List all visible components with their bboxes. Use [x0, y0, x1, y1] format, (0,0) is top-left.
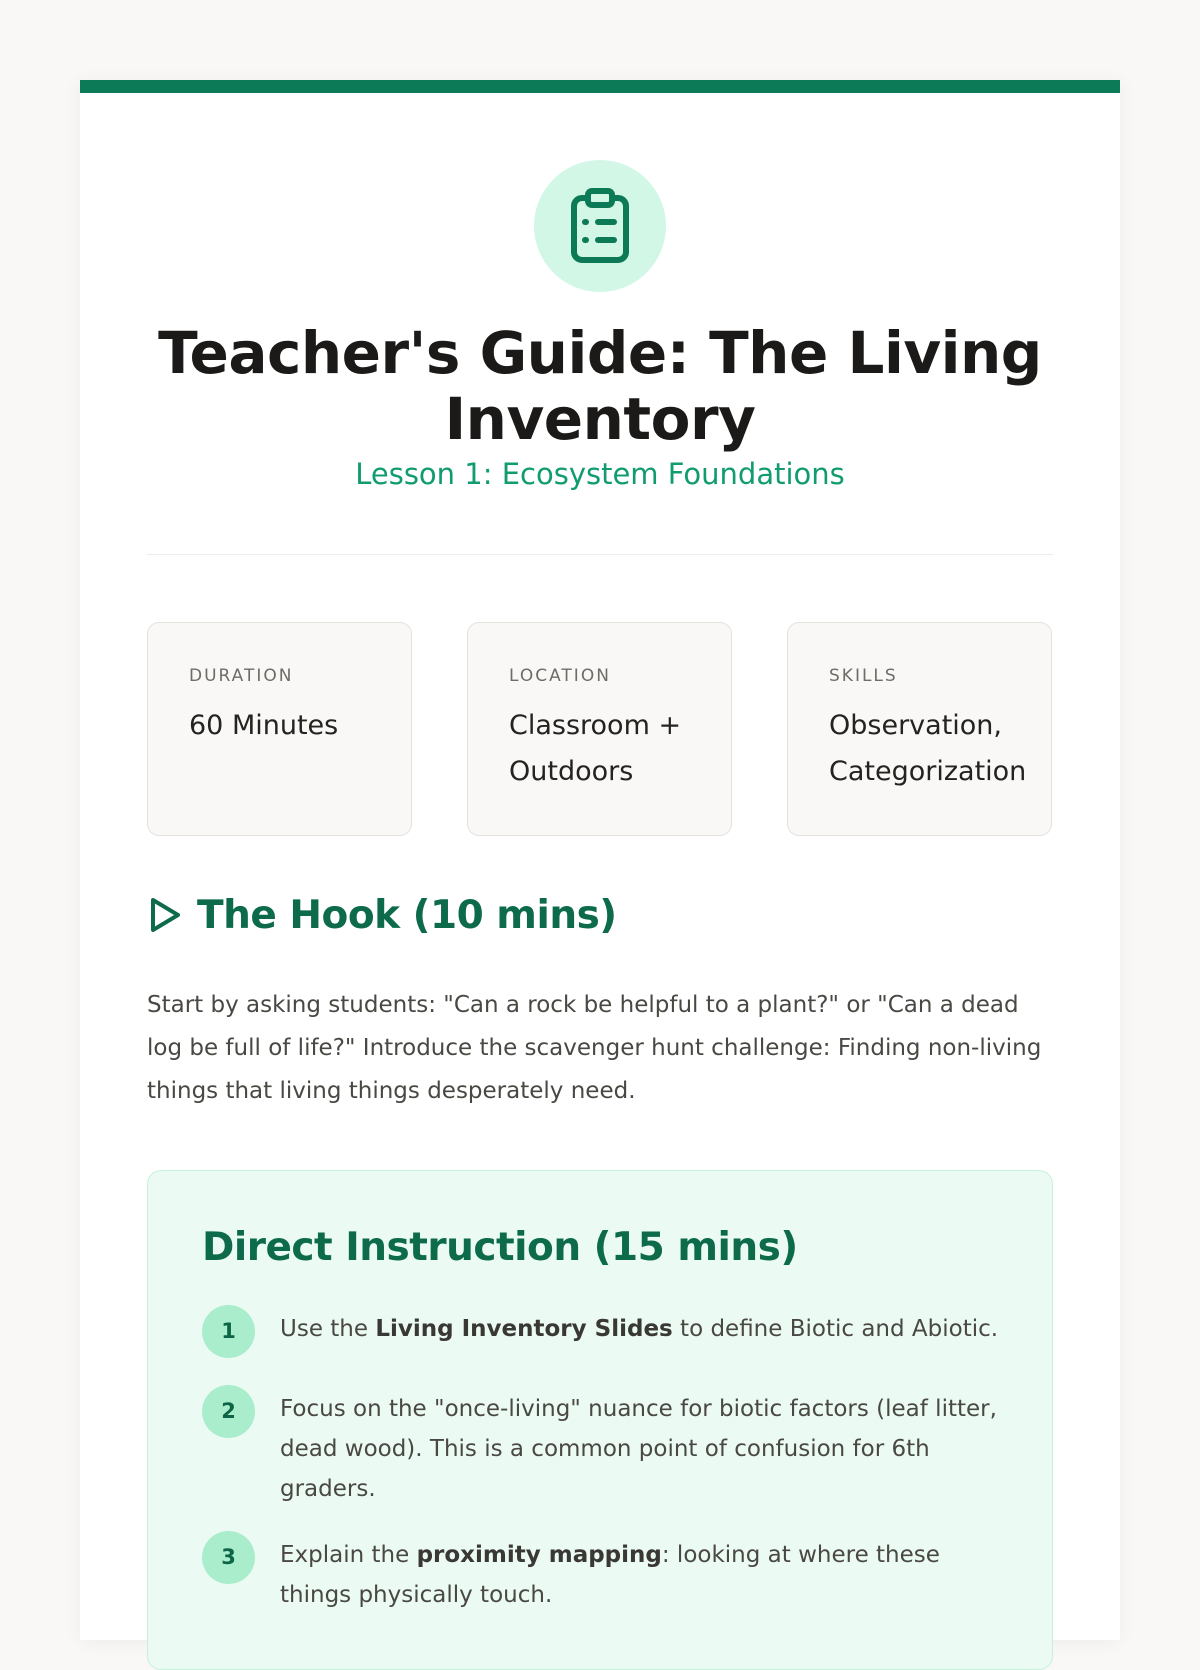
- step-number-badge: 2: [202, 1385, 255, 1438]
- divider: [147, 554, 1053, 555]
- meta-value: Classroom + Outdoors: [509, 710, 682, 787]
- section-title: The Hook (10 mins): [197, 892, 617, 938]
- meta-label: DURATION: [189, 666, 294, 686]
- section-title: Direct Instruction (15 mins): [202, 1225, 798, 1270]
- play-icon: [147, 895, 183, 935]
- page-title: Teacher's Guide: The Living Inventory: [158, 319, 1042, 453]
- meta-card-skills: [787, 622, 1052, 836]
- page-subtitle: Lesson 1: Ecosystem Foundations: [355, 457, 845, 491]
- step-text: Explain the proximity mapping: looking at where these things physically touch.: [280, 1542, 940, 1608]
- clipboard-list-icon: [534, 160, 666, 292]
- meta-value: Observation, Categorization: [829, 710, 1027, 787]
- accent-bar: [80, 80, 1120, 93]
- step-number-badge: 1: [202, 1305, 255, 1358]
- meta-value: 60 Minutes: [189, 710, 339, 741]
- lesson-card: [80, 80, 1120, 1640]
- meta-card-location: [467, 622, 732, 836]
- step-number-badge: 3: [202, 1531, 255, 1584]
- step-text: Use the Living Inventory Slides to define Biotic and Abiotic.: [280, 1316, 999, 1342]
- hook-heading: [147, 890, 617, 940]
- step-text: Focus on the "once-living" nuance for biotic factors (leaf litter, dead wood). This is a common point of confusion for 6th graders.: [280, 1396, 997, 1502]
- meta-card-duration: [147, 622, 412, 836]
- meta-label: SKILLS: [829, 666, 898, 686]
- hook-paragraph: Start by asking students: "Can a rock be helpful to a plant?" or "Can a dead log be full of life?" Introduce the scavenger hunt challenge: Finding non-living things that living things desperately need.: [147, 992, 1042, 1104]
- meta-label: LOCATION: [509, 666, 611, 686]
- direct-instruction-panel: [147, 1170, 1053, 1670]
